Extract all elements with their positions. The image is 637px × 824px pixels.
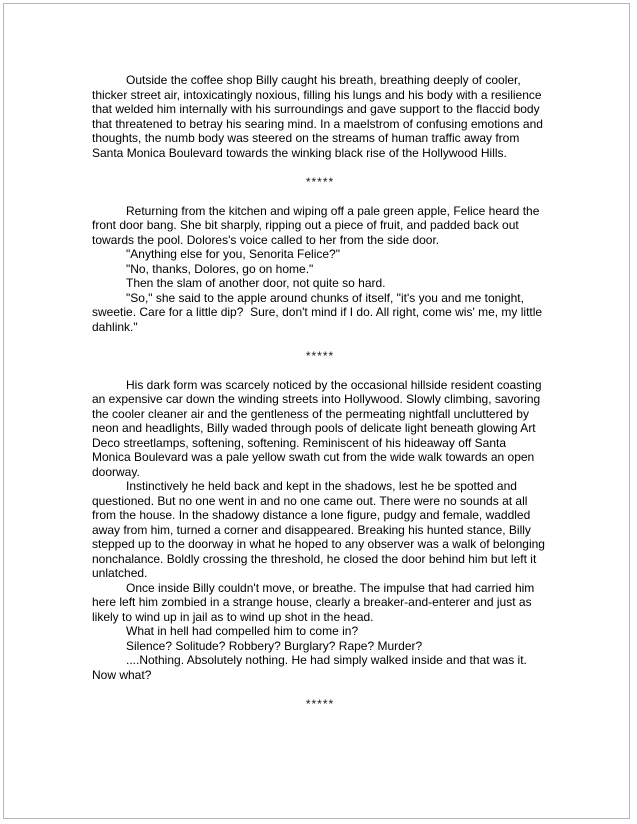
paragraph: Returning from the kitchen and wiping off a pale green apple, Felice heard the front door bang. She bit sharply, ripping out a piece of fruit, and padded back out towards the pool. Dolores's voice called to her from the side door. [92,203,543,247]
section-divider: ***** [305,348,335,363]
section-divider: ***** [305,174,335,189]
paragraph: Once inside Billy couldn't move, or breathe. The impulse that had carried him here left him zombied in a strange house, clearly a breaker-and-enterer and just as likely to wind up in jail as to wind up shot in the head. [92,580,538,624]
paragraph: Outside the coffee shop Billy caught his breath, breathing deeply of cooler, thicker street air, intoxicatingly noxious, filling his lungs and his body with a resilience that welded him internally with his surroundings and gave support to the flaccid body that threatened to betray his searing mind. In a maelstrom of confusing emotions and thoughts, the numb body was steered on the streams of human traffic away from Santa Monica Boulevard towards the winking black rise of the Hollywood Hills. [92,73,547,160]
paragraph: ....Nothing. Absolutely nothing. He had simply walked inside and that was it. Now what? [92,653,531,682]
manuscript-text-block [92,73,548,726]
dialogue-line: "Anything else for you, Senorita Felice?" [126,247,340,261]
manuscript-section-1 [92,73,548,160]
manuscript-section-3 [92,378,548,683]
section-divider: ***** [305,696,335,711]
paragraph: His dark form was scarcely noticed by the occasional hillside resident coasting an expensive car down the winding streets into Hollywood. Slowly climbing, savoring the cooler cleaner air and the gentleness of the permeating nightfall uncluttered by neon and headlights, Billy waded through pools of delicate light beneath glowing Art Deco streetlamps, softening, softening. Reminiscent of his hideaway off Santa Monica Boulevard was a pale yellow swath cut from the wide walk towards an open doorway. [92,377,545,479]
dialogue-line: "So," she said to the apple around chunks of itself, "it's you and me tonight, sweetie. Care for a little dip? Sure, don't mind if I do. All right, come wis' me, my little dahlink." [92,290,546,334]
paragraph: Instinctively he held back and kept in the shadows, lest he be spotted and questioned. But no one went in and no one came out. There were no sounds at all from the house. In the shadowy distance a lone figure, pudgy and female, waddled away from him, turned a corner and disappeared. Breaking his hunted stance, Billy stepped up to the doorway in what he hoped to any observer was a walk of belonging nonchalance. Boldly crossing the threshold, he closed the door behind him but left it unlatched. [92,479,549,580]
paragraph: Silence? Solitude? Robbery? Burglary? Rape? Murder? [126,638,423,653]
manuscript-section-2 [92,204,548,335]
paragraph: Then the slam of another door, not quite so hard. [126,276,386,290]
dialogue-line: "No, thanks, Dolores, go on home." [126,261,314,276]
paragraph: What in hell had compelled him to come in? [126,624,359,638]
